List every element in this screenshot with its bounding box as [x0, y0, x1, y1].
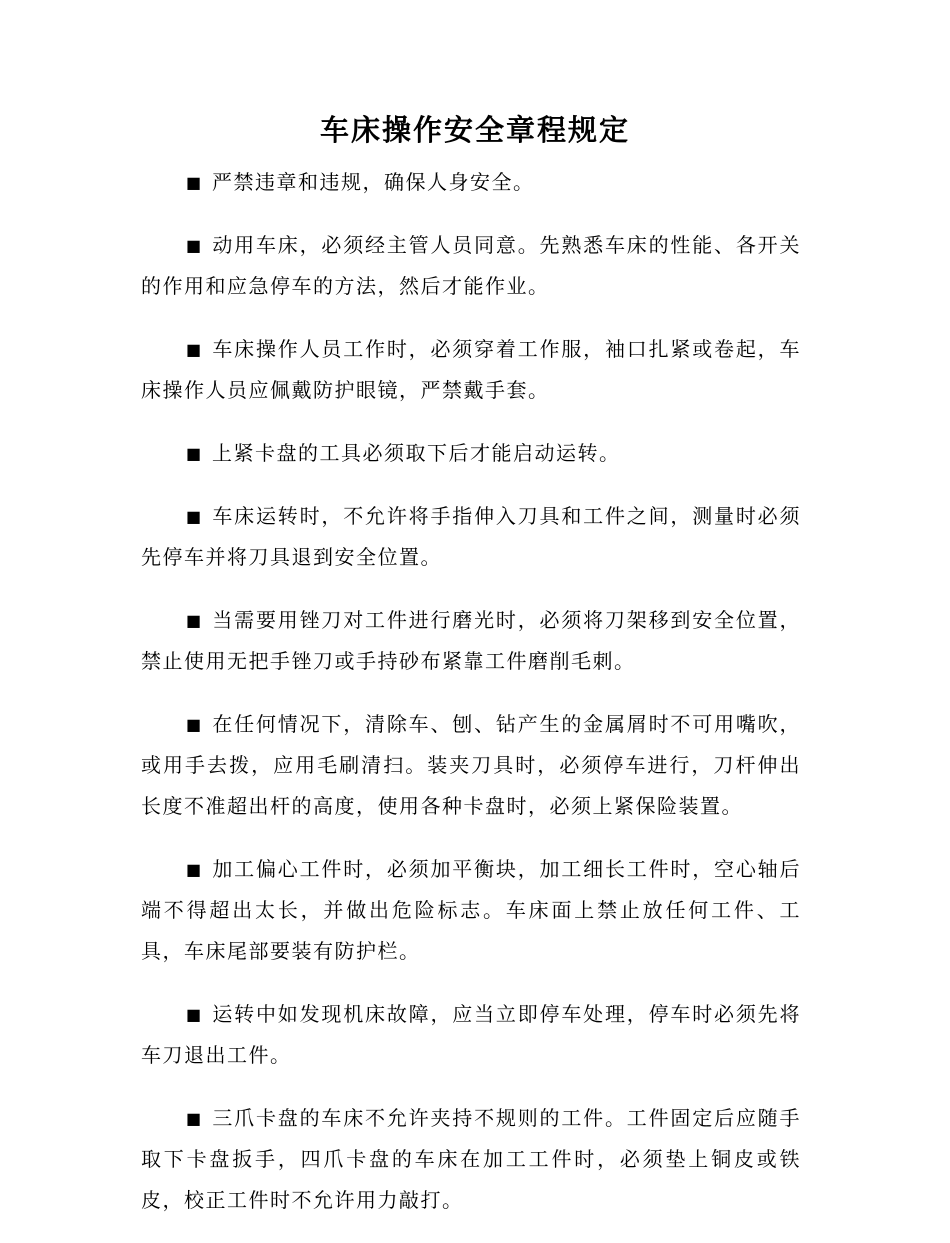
square-bullet-icon: ■	[186, 173, 203, 192]
document-title: 车床操作安全章程规定	[319, 113, 630, 147]
rule-text: 加工偏心工件时，必须加平衡块，加工细长工件时，空心轴后端不得超出太长，并做出危险标志。车床面上禁止放任何工件、工具，车床尾部要装有防护栏。	[141, 857, 801, 963]
square-bullet-icon: ■	[186, 444, 203, 463]
rule-text: 当需要用锉刀对工件进行磨光时，必须将刀架移到安全位置，禁止使用无把手锉刀或手持砂布紧靠工件磨削毛刺。	[141, 608, 801, 673]
rule-paragraph	[141, 704, 801, 827]
square-bullet-icon: ■	[186, 611, 203, 630]
square-bullet-icon: ■	[186, 860, 203, 879]
square-bullet-icon: ■	[186, 1005, 203, 1024]
square-bullet-icon: ■	[186, 715, 203, 734]
rule-paragraph	[141, 600, 801, 682]
rule-text: 上紧卡盘的工具必须取下后才能启动运转。	[212, 441, 621, 465]
rule-text: 三爪卡盘的车床不允许夹持不规则的工件。工件固定后应随手取下卡盘扳手，四爪卡盘的车床在加工工件时，必须垫上铜皮或铁皮，校正工件时不允许用力敲打。	[141, 1106, 801, 1212]
square-bullet-icon: ■	[186, 1109, 203, 1128]
rule-text: 车床运转时，不允许将手指伸入刀具和工件之间，测量时必须先停车并将刀具退到安全位置。	[141, 504, 801, 569]
rule-paragraph	[141, 849, 801, 972]
rule-paragraph	[141, 496, 801, 578]
rule-text: 在任何情况下，清除车、刨、钻产生的金属屑时不可用嘴吹，或用手去拨，应用毛刷清扫。装夹刀具时，必须停车进行，刀杆伸出长度不准超出杆的高度，使用各种卡盘时，必须上紧保险装置。	[141, 712, 801, 818]
rule-paragraph	[141, 162, 801, 203]
rule-text: 严禁违章和违规，确保人身安全。	[212, 170, 535, 194]
rule-text: 车床操作人员工作时，必须穿着工作服，袖口扎紧或卷起，车床操作人员应佩戴防护眼镜，严禁戴手套。	[141, 337, 801, 402]
rule-text: 动用车床，必须经主管人员同意。先熟悉车床的性能、各开关的作用和应急停车的方法，然后才能作业。	[141, 233, 801, 298]
rule-paragraph	[141, 1098, 801, 1221]
document-body	[141, 162, 801, 1243]
square-bullet-icon: ■	[186, 507, 203, 526]
rule-paragraph	[141, 994, 801, 1076]
rule-paragraph	[141, 433, 801, 474]
square-bullet-icon: ■	[186, 340, 203, 359]
rule-paragraph	[141, 225, 801, 307]
rule-text: 运转中如发现机床故障，应当立即停车处理，停车时必须先将车刀退出工件。	[141, 1002, 801, 1067]
square-bullet-icon: ■	[186, 236, 203, 255]
rule-paragraph	[141, 329, 801, 411]
